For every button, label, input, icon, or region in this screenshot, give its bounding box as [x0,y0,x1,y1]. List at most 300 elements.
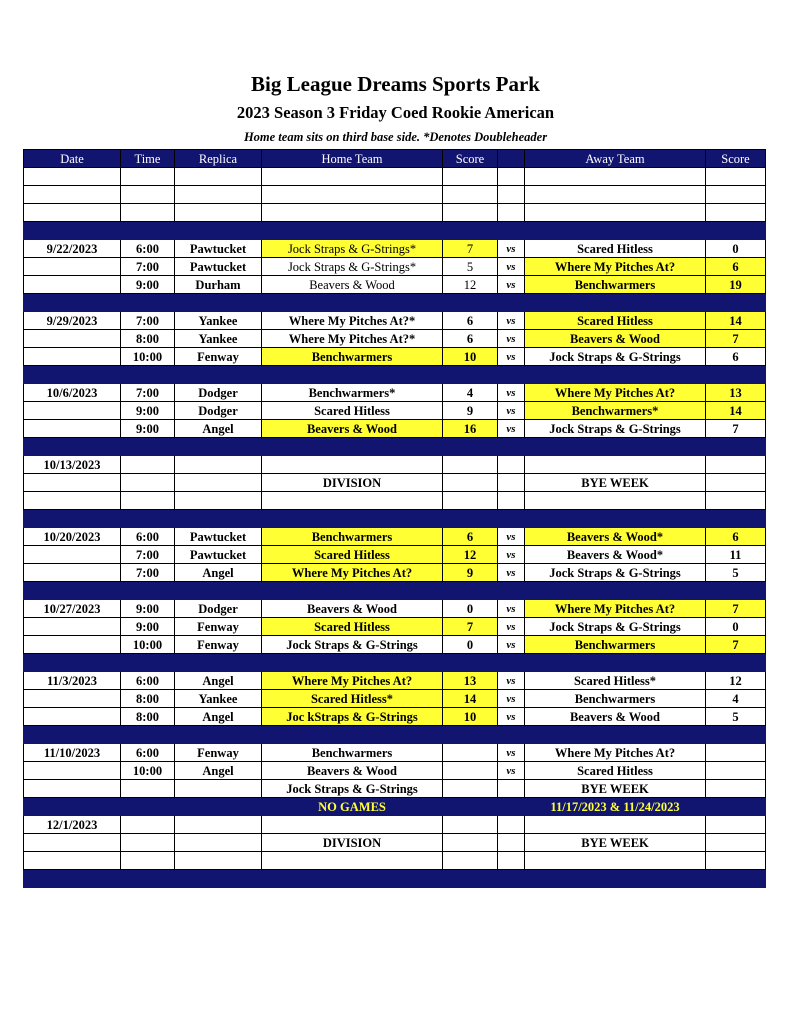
game-row [24,276,766,294]
band-cell [525,726,706,744]
home-team-cell: DIVISION [262,474,443,492]
empty-cell [262,492,443,510]
empty-cell [706,186,766,204]
home-team-cell: Jock Straps & G-Strings [262,780,443,798]
vs-cell: vs [498,762,525,780]
no-games-dates: 11/17/2023 & 11/24/2023 [525,798,706,816]
game-row [24,672,766,690]
home-score-cell [443,780,498,798]
date-cell: 10/13/2023 [24,456,121,474]
band-cell [525,582,706,600]
time-cell: 9:00 [121,402,175,420]
time-cell: 8:00 [121,330,175,348]
time-cell: 6:00 [121,240,175,258]
blank-row [24,492,766,510]
home-team-cell: Beavers & Wood [262,276,443,294]
time-cell: 7:00 [121,384,175,402]
game-row [24,240,766,258]
empty-cell [706,852,766,870]
away-team-cell: Where My Pitches At? [525,600,706,618]
date-cell [24,834,121,852]
home-score-cell: 13 [443,672,498,690]
band-cell [525,870,706,888]
band-cell [498,222,525,240]
time-cell: 7:00 [121,258,175,276]
no-games-label: NO GAMES [262,798,443,816]
page-title: Big League Dreams Sports Park [251,72,540,96]
empty-cell [121,186,175,204]
away-team-cell: Benchwarmers [525,276,706,294]
game-row [24,348,766,366]
game-row [24,762,766,780]
home-team-cell: Beavers & Wood [262,762,443,780]
home-score-cell [443,762,498,780]
band-cell [443,438,498,456]
empty-cell [262,186,443,204]
home-team-cell: Jock Straps & G-Strings* [262,240,443,258]
replica-cell: Pawtucket [175,240,262,258]
away-score-cell: 5 [706,708,766,726]
vs-cell: vs [498,690,525,708]
column-header: Time [121,150,175,168]
band-cell [24,582,121,600]
away-score-cell [706,474,766,492]
away-score-cell: 7 [706,636,766,654]
empty-cell [175,852,262,870]
home-team-cell: DIVISION [262,834,443,852]
band-cell [525,294,706,312]
time-cell: 7:00 [121,564,175,582]
away-team-cell [525,816,706,834]
vs-cell [498,456,525,474]
home-score-cell: 0 [443,600,498,618]
empty-cell [706,204,766,222]
home-team-cell: Benchwarmers [262,528,443,546]
band-cell [121,870,175,888]
empty-cell [262,168,443,186]
empty-cell [175,186,262,204]
away-team-cell: Beavers & Wood [525,708,706,726]
replica-cell: Dodger [175,600,262,618]
date-cell [24,402,121,420]
time-cell: 10:00 [121,636,175,654]
band-cell [706,870,766,888]
empty-cell [24,852,121,870]
time-cell [121,474,175,492]
band-cell [706,510,766,528]
home-score-cell [443,474,498,492]
blank-row [24,204,766,222]
away-score-cell: 6 [706,528,766,546]
band-cell [175,798,262,816]
home-team-cell: Joc kStraps & G-Strings [262,708,443,726]
band-cell [443,654,498,672]
empty-cell [706,492,766,510]
time-cell: 7:00 [121,546,175,564]
date-cell [24,618,121,636]
vs-cell: vs [498,672,525,690]
time-cell: 9:00 [121,420,175,438]
away-score-cell [706,456,766,474]
empty-cell [121,852,175,870]
replica-cell [175,780,262,798]
away-score-cell: 7 [706,600,766,618]
band-cell [498,798,525,816]
band-cell [24,510,121,528]
home-score-cell: 7 [443,618,498,636]
band-cell [525,654,706,672]
column-header: Score [443,150,498,168]
game-row [24,636,766,654]
game-row [24,330,766,348]
vs-cell [498,780,525,798]
band-cell [498,366,525,384]
page-note: Home team sits on third base side. *Denotes Doubleheader [243,130,548,144]
home-score-cell: 5 [443,258,498,276]
vs-cell: vs [498,330,525,348]
band-cell [525,438,706,456]
separator-band [24,438,766,456]
game-row [24,618,766,636]
column-header: Home Team [262,150,443,168]
band-cell [24,726,121,744]
home-team-cell: Where My Pitches At?* [262,312,443,330]
empty-cell [121,492,175,510]
vs-cell: vs [498,528,525,546]
empty-cell [24,186,121,204]
band-cell [175,654,262,672]
vs-cell: vs [498,600,525,618]
separator-band [24,726,766,744]
date-cell: 10/20/2023 [24,528,121,546]
empty-cell [525,168,706,186]
time-cell [121,834,175,852]
date-cell [24,708,121,726]
time-cell [121,456,175,474]
game-row [24,708,766,726]
away-team-cell: Scared Hitless [525,240,706,258]
separator-band [24,870,766,888]
vs-cell: vs [498,348,525,366]
home-score-cell: 9 [443,402,498,420]
vs-cell: vs [498,744,525,762]
away-score-cell [706,816,766,834]
away-team-cell: Benchwarmers [525,690,706,708]
band-cell [24,798,121,816]
band-cell [175,870,262,888]
home-score-cell: 6 [443,528,498,546]
game-row [24,456,766,474]
band-cell [24,222,121,240]
date-cell: 11/3/2023 [24,672,121,690]
vs-cell: vs [498,618,525,636]
blank-row [24,168,766,186]
blank-row [24,852,766,870]
away-score-cell: 7 [706,330,766,348]
away-score-cell: 12 [706,672,766,690]
band-cell [24,438,121,456]
away-team-cell: BYE WEEK [525,474,706,492]
date-cell [24,780,121,798]
band-cell [525,222,706,240]
game-row [24,420,766,438]
game-row [24,384,766,402]
empty-cell [525,852,706,870]
home-team-cell: Jock Straps & G-Strings [262,636,443,654]
empty-cell [525,204,706,222]
band-cell [175,294,262,312]
replica-cell [175,834,262,852]
replica-cell: Yankee [175,330,262,348]
away-score-cell: 4 [706,690,766,708]
separator-band [24,510,766,528]
home-team-cell: Jock Straps & G-Strings* [262,258,443,276]
home-team-cell: Scared Hitless [262,546,443,564]
replica-cell: Yankee [175,312,262,330]
time-cell: 8:00 [121,708,175,726]
band-cell [498,870,525,888]
band-cell [121,222,175,240]
replica-cell [175,456,262,474]
band-cell [175,582,262,600]
away-score-cell [706,744,766,762]
home-score-cell: 6 [443,330,498,348]
empty-cell [498,852,525,870]
away-score-cell: 0 [706,240,766,258]
away-team-cell: Beavers & Wood [525,330,706,348]
home-score-cell: 10 [443,348,498,366]
vs-cell: vs [498,420,525,438]
home-team-cell [262,816,443,834]
away-score-cell: 5 [706,564,766,582]
game-row [24,780,766,798]
vs-cell: vs [498,312,525,330]
band-cell [443,294,498,312]
band-cell [262,654,443,672]
game-row [24,816,766,834]
away-score-cell: 14 [706,402,766,420]
date-cell: 11/10/2023 [24,744,121,762]
separator-band [24,654,766,672]
home-score-cell: 0 [443,636,498,654]
vs-cell: vs [498,708,525,726]
away-score-cell: 6 [706,348,766,366]
away-team-cell: Benchwarmers* [525,402,706,420]
home-score-cell: 7 [443,240,498,258]
replica-cell: Durham [175,276,262,294]
band-cell [24,294,121,312]
band-cell [262,510,443,528]
game-row [24,402,766,420]
replica-cell: Pawtucket [175,528,262,546]
time-cell: 6:00 [121,744,175,762]
vs-cell: vs [498,402,525,420]
replica-cell: Angel [175,672,262,690]
home-score-cell: 16 [443,420,498,438]
band-cell [262,438,443,456]
away-team-cell: Beavers & Wood* [525,528,706,546]
band-cell [498,654,525,672]
home-score-cell [443,816,498,834]
time-cell: 10:00 [121,762,175,780]
date-cell [24,762,121,780]
empty-cell [24,492,121,510]
game-row [24,690,766,708]
time-cell [121,780,175,798]
band-cell [525,510,706,528]
away-team-cell: Where My Pitches At? [525,744,706,762]
band-cell [443,582,498,600]
replica-cell: Fenway [175,348,262,366]
band-cell [706,654,766,672]
band-cell [24,654,121,672]
home-team-cell: Benchwarmers [262,744,443,762]
game-row [24,528,766,546]
band-cell [262,294,443,312]
date-cell: 10/27/2023 [24,600,121,618]
empty-cell [175,168,262,186]
date-cell [24,636,121,654]
band-cell [443,726,498,744]
empty-cell [443,492,498,510]
empty-cell [525,186,706,204]
table-header-row [24,150,766,168]
band-cell [498,438,525,456]
away-team-cell: Scared Hitless [525,762,706,780]
separator-band [24,582,766,600]
date-cell [24,330,121,348]
date-cell [24,420,121,438]
column-header: Replica [175,150,262,168]
time-cell: 7:00 [121,312,175,330]
band-cell [24,870,121,888]
home-score-cell: 12 [443,546,498,564]
empty-cell [443,852,498,870]
away-score-cell: 7 [706,420,766,438]
home-score-cell: 14 [443,690,498,708]
home-score-cell: 10 [443,708,498,726]
schedule-table [23,149,766,888]
band-cell [121,798,175,816]
date-cell: 10/6/2023 [24,384,121,402]
away-score-cell: 11 [706,546,766,564]
home-team-cell: Scared Hitless [262,402,443,420]
vs-cell: vs [498,258,525,276]
band-cell [706,438,766,456]
vs-cell [498,834,525,852]
replica-cell: Yankee [175,690,262,708]
home-score-cell: 9 [443,564,498,582]
away-team-cell: Beavers & Wood* [525,546,706,564]
away-team-cell: BYE WEEK [525,834,706,852]
game-row [24,834,766,852]
empty-cell [706,168,766,186]
column-header: Away Team [525,150,706,168]
replica-cell: Dodger [175,384,262,402]
empty-cell [443,186,498,204]
away-score-cell: 6 [706,258,766,276]
empty-cell [498,492,525,510]
away-score-cell [706,780,766,798]
band-cell [262,222,443,240]
time-cell: 6:00 [121,528,175,546]
date-cell [24,690,121,708]
date-cell [24,474,121,492]
replica-cell: Angel [175,762,262,780]
away-team-cell: Jock Straps & G-Strings [525,348,706,366]
replica-cell: Dodger [175,402,262,420]
blank-row [24,186,766,204]
vs-cell: vs [498,546,525,564]
replica-cell [175,816,262,834]
game-row [24,474,766,492]
replica-cell: Pawtucket [175,258,262,276]
vs-cell [498,816,525,834]
band-cell [121,294,175,312]
band-cell [706,366,766,384]
away-team-cell: Benchwarmers [525,636,706,654]
replica-cell: Angel [175,708,262,726]
band-cell [443,870,498,888]
band-cell [121,582,175,600]
empty-cell [121,168,175,186]
vs-cell: vs [498,240,525,258]
away-score-cell: 19 [706,276,766,294]
band-cell [498,294,525,312]
away-score-cell [706,834,766,852]
date-cell [24,258,121,276]
vs-cell: vs [498,564,525,582]
band-cell [443,222,498,240]
band-cell [175,726,262,744]
empty-cell [525,492,706,510]
band-cell [262,726,443,744]
band-cell [498,726,525,744]
column-header [498,150,525,168]
band-cell [443,798,498,816]
time-cell: 8:00 [121,690,175,708]
empty-cell [175,204,262,222]
empty-cell [24,204,121,222]
replica-cell: Angel [175,564,262,582]
date-cell [24,546,121,564]
band-cell [262,582,443,600]
separator-band [24,366,766,384]
home-score-cell: 12 [443,276,498,294]
band-cell [706,222,766,240]
home-score-cell [443,744,498,762]
band-cell [121,654,175,672]
time-cell: 9:00 [121,618,175,636]
no-games-row [24,798,766,816]
band-cell [121,510,175,528]
time-cell: 10:00 [121,348,175,366]
empty-cell [498,186,525,204]
time-cell: 9:00 [121,276,175,294]
home-team-cell: Benchwarmers [262,348,443,366]
time-cell: 6:00 [121,672,175,690]
band-cell [121,726,175,744]
away-score-cell: 14 [706,312,766,330]
band-cell [706,798,766,816]
separator-band [24,222,766,240]
home-score-cell: 6 [443,312,498,330]
band-cell [443,510,498,528]
replica-cell: Fenway [175,618,262,636]
separator-band [24,294,766,312]
away-team-cell: Scared Hitless [525,312,706,330]
replica-cell [175,474,262,492]
